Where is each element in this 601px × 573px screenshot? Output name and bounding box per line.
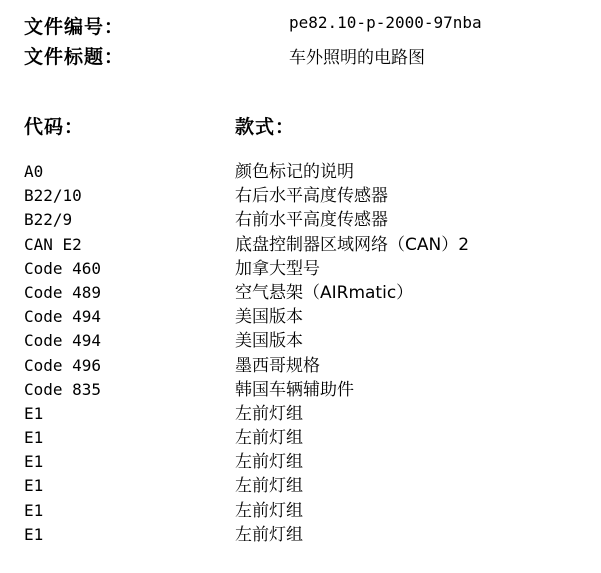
style-cell: 加拿大型号 <box>235 258 320 279</box>
code-cell: B22/9 <box>24 210 73 230</box>
code-style-list <box>0 161 601 548</box>
code-cell: Code 494 <box>24 307 102 327</box>
code-cell: E1 <box>24 428 44 448</box>
table-row <box>0 234 601 258</box>
code-cell: B22/10 <box>24 186 82 206</box>
code-cell: Code 835 <box>24 379 102 399</box>
style-cell: 底盘控制器区域网络（CAN）2 <box>235 234 470 255</box>
table-row <box>0 379 601 403</box>
file-title-row <box>24 42 594 68</box>
code-cell: Code 489 <box>24 282 102 302</box>
code-cell: Code 496 <box>24 355 102 375</box>
style-cell: 墨西哥规格 <box>235 355 320 376</box>
table-row <box>0 282 601 306</box>
style-cell: 左前灯组 <box>235 428 303 449</box>
code-cell: E1 <box>24 452 44 472</box>
file-title-label: 文件标题： <box>24 46 125 68</box>
style-cell: 颜色标记的说明 <box>235 162 354 182</box>
code-cell: Code 460 <box>24 258 102 278</box>
style-cell: 左前灯组 <box>235 403 303 424</box>
table-row <box>0 185 601 209</box>
code-cell: E1 <box>24 500 44 520</box>
file-title-value: 车外照明的电路图 <box>289 48 425 68</box>
table-row <box>0 330 601 354</box>
table-row <box>0 209 601 233</box>
style-cell: 韩国车辆辅助件 <box>235 379 354 400</box>
style-cell: 左前灯组 <box>235 524 303 545</box>
style-cell: 右后水平高度传感器 <box>235 186 388 207</box>
code-cell: A0 <box>24 162 44 181</box>
style-cell: 美国版本 <box>235 307 303 328</box>
table-row <box>0 258 601 282</box>
table-row <box>0 427 601 451</box>
code-cell: CAN E2 <box>24 234 82 254</box>
table-row <box>0 306 601 330</box>
table-row <box>0 500 601 524</box>
table-row <box>0 161 601 185</box>
style-column-header: 款式： <box>235 116 296 138</box>
style-cell: 右前水平高度传感器 <box>235 210 388 231</box>
table-row <box>0 355 601 379</box>
code-column-header: 代码： <box>24 116 85 138</box>
code-cell: Code 494 <box>24 331 102 351</box>
style-cell: 美国版本 <box>235 331 303 352</box>
table-row <box>0 451 601 475</box>
table-row <box>0 403 601 427</box>
style-cell: 空气悬架（AIRmatic） <box>235 282 414 303</box>
code-cell: E1 <box>24 403 44 423</box>
code-cell: E1 <box>24 524 44 544</box>
style-cell: 左前灯组 <box>235 452 303 473</box>
code-cell: E1 <box>24 476 44 496</box>
file-number-label: 文件编号： <box>24 16 125 38</box>
table-row <box>0 524 601 548</box>
table-row <box>0 475 601 499</box>
file-number-value: pe82.10-p-2000-97nba <box>289 13 482 32</box>
style-cell: 左前灯组 <box>235 500 303 521</box>
file-number-row <box>24 12 594 38</box>
style-cell: 左前灯组 <box>235 476 303 497</box>
